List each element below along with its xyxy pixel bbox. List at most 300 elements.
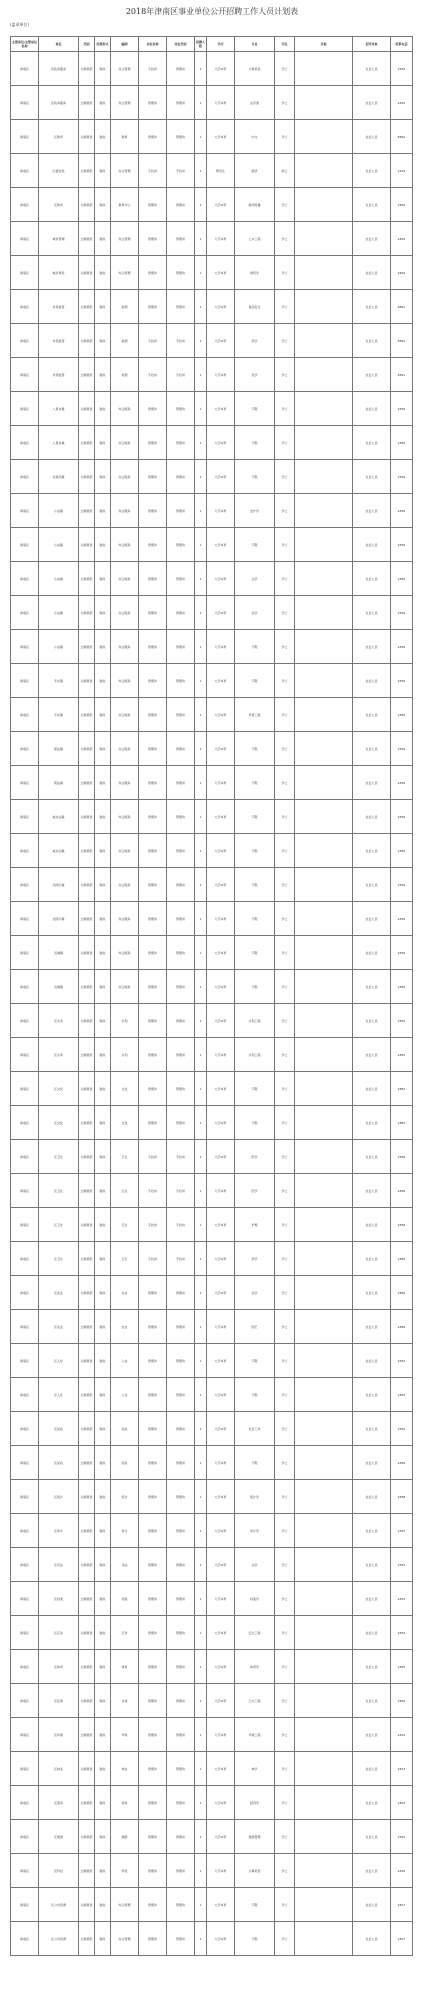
table-cell: 财政 [95,324,111,358]
table-cell: 学士 [275,120,295,154]
table-cell: 津南区 [11,1072,39,1106]
table-cell: 财政 [95,358,111,392]
table-cell: 双桥河镇 [39,460,79,494]
table-cell: 全额拨款 [79,1922,95,1956]
table-cell: 全额拨款 [79,290,95,324]
table-row [11,1310,413,1344]
table-row [11,324,413,358]
table-cell: 管理岗 [167,1786,195,1820]
table-cell: 学士 [275,1004,295,1038]
table-cell: 区档案 [39,1582,79,1616]
table-cell: 社会人员 [353,1718,391,1752]
table-cell: 学士 [275,1242,295,1276]
table-cell [295,1072,353,1106]
table-cell: 不限 [235,1446,275,1480]
table-cell: 全额拨款 [79,52,95,86]
table-cell: 社会人员 [353,664,391,698]
table-cell: 区公共资源 [39,1888,79,1922]
table-cell: 管理岗 [139,766,167,800]
table-row [11,1514,413,1548]
table-row [11,1854,413,1888]
table-cell: 1 [195,1004,207,1038]
table-cell: 财政 [95,1208,111,1242]
table-cell: 学士 [275,630,295,664]
table-cell: 财政 [95,868,111,902]
table-cell: 学士 [275,698,295,732]
table-cell: 津南区 [11,1004,39,1038]
table-cell: 综合服务 [111,970,139,1004]
table-cell: 财政 [95,936,111,970]
table-cell: 综合服务 [111,698,139,732]
table-cell: 学士 [275,1684,295,1718]
table-cell: 财政 [95,120,111,154]
table-cell: 全额拨款 [79,1684,95,1718]
table-cell: 津南区 [11,528,39,562]
table-cell: 市场监管 [39,358,79,392]
table-cell: 学士 [275,1888,295,1922]
table-cell: 全额拨款 [79,1276,95,1310]
table-row [11,1106,413,1140]
table-header-cell: 编制 [111,37,139,52]
table-cell: 大学本科 [207,256,235,290]
table-cell: 科技 [111,1854,139,1888]
table-cell [295,154,353,188]
table-cell: 化学 [235,358,275,392]
table-cell: 不限 [235,528,275,562]
table-cell: 社会人员 [353,324,391,358]
table-cell: 大学本科 [207,1072,235,1106]
table-cell: 大学本科 [207,1888,235,1922]
table-header-cell: 类别 [79,37,95,52]
table-cell: 财政 [95,222,111,256]
table-cell: 社会工作 [235,1412,275,1446]
table-cell: 社会人员 [353,1684,391,1718]
table-cell: 2830 [391,1412,413,1446]
table-cell: 2619 [391,154,413,188]
table-cell: 管理岗 [167,1276,195,1310]
table-cell: 大学本科 [207,630,235,664]
table-cell: 管理岗 [139,86,167,120]
table-cell [295,1106,353,1140]
table-cell: 区委党校 [39,154,79,188]
table-cell: 民政 [111,1446,139,1480]
table-cell: 管理岗 [167,1752,195,1786]
table-cell: 档案学 [235,1582,275,1616]
table-cell: 学士 [275,868,295,902]
table-cell: 1 [195,86,207,120]
table-cell: 2836 [391,1208,413,1242]
table-cell: 卫生 [111,1140,139,1174]
table-cell: 社会人员 [353,154,391,188]
table-cell: 社会人员 [353,1174,391,1208]
table-cell: 大学本科 [207,766,235,800]
table-cell: 社会人员 [353,188,391,222]
table-row [11,1208,413,1242]
table-cell: 2830 [391,1446,413,1480]
table-cell: 林学 [235,1752,275,1786]
table-cell: 大学本科 [207,1650,235,1684]
table-cell: 卫生 [111,1208,139,1242]
table-cell: 区人社 [39,1344,79,1378]
table-cell [295,222,353,256]
table-cell: 学士 [275,86,295,120]
table-cell: 全额拨款 [79,596,95,630]
table-cell: 2836 [391,1242,413,1276]
table-cell: 社会人员 [353,120,391,154]
table-cell: 专技岗 [167,1208,195,1242]
table-cell: 不限 [235,630,275,664]
table-cell: 学士 [275,1378,295,1412]
table-cell: 区卫生 [39,1242,79,1276]
table-cell: 管理岗 [167,1038,195,1072]
table-cell: 1 [195,1888,207,1922]
table-row [11,1412,413,1446]
table-cell: 管理岗 [139,1106,167,1140]
table-cell: 学士 [275,732,295,766]
table-cell: 1 [195,1276,207,1310]
table-header-cell: 联系电话 [391,37,413,52]
table-cell: 全额拨款 [79,528,95,562]
table-cell: 综合管理 [111,1888,139,1922]
table-cell: 2839 [391,664,413,698]
table-cell: 管理岗 [167,800,195,834]
table-cell: 2816 [391,1854,413,1888]
table-cell: 综合服务 [111,834,139,868]
table-cell: 津南区 [11,902,39,936]
table-cell: 津南区 [11,1480,39,1514]
table-cell: 社会人员 [353,1276,391,1310]
table-cell: 法学类 [235,86,275,120]
table-cell: 大学本科 [207,1106,235,1140]
table-cell: 区环保 [39,1718,79,1752]
table-cell: 财政 [95,1242,111,1276]
table-cell [295,426,353,460]
table-header-row [11,37,413,52]
table-cell: 大学本科 [207,1344,235,1378]
table-cell: 管理岗 [139,1786,167,1820]
table-cell: 财政 [95,494,111,528]
table-cell: 大学本科 [207,494,235,528]
table-cell: 8891 [391,120,413,154]
table-cell: 综合服务 [111,426,139,460]
table-cell: 学士 [275,52,295,86]
table-cell: 管理岗 [167,1106,195,1140]
table-cell: 不限 [235,664,275,698]
table-row [11,596,413,630]
table-cell: 社会人员 [353,1038,391,1072]
table-row [11,154,413,188]
table-cell: 8891 [391,290,413,324]
table-cell: 社会人员 [353,1888,391,1922]
table-cell: 医学 [235,1140,275,1174]
table-cell: 应急 [111,1616,139,1650]
table-row [11,868,413,902]
table-cell [295,1276,353,1310]
table-cell: 管理岗 [167,766,195,800]
table-cell: 财政 [95,1378,111,1412]
table-cell: 大学本科 [207,562,235,596]
table-cell: 津南区 [11,494,39,528]
table-cell: 管理岗 [167,1072,195,1106]
table-cell: 全额拨款 [79,1140,95,1174]
table-cell: 学士 [275,1548,295,1582]
table-cell: 大学本科 [207,1718,235,1752]
table-cell [295,902,353,936]
table-cell: 区林业 [39,1752,79,1786]
table-cell: 2881 [391,1106,413,1140]
table-cell: 八里台镇 [39,392,79,426]
table-cell: 全额拨款 [79,1072,95,1106]
table-cell: 1 [195,1650,207,1684]
table-cell: 区体育 [39,1650,79,1684]
table-cell: 大学本科 [207,1820,235,1854]
table-cell [295,1718,353,1752]
table-cell: 1 [195,1854,207,1888]
table-row [11,188,413,222]
table-row [11,1922,413,1956]
table-cell: 1 [195,1786,207,1820]
table-cell: 学士 [275,1514,295,1548]
table-cell: 综合服务 [111,562,139,596]
table-cell: 区科技 [39,1854,79,1888]
table-cell: 档案 [111,1582,139,1616]
table-cell [295,596,353,630]
table-cell: 财政 [95,596,111,630]
table-cell: 体育 [111,1650,139,1684]
table-cell: 财政 [95,732,111,766]
table-row [11,1242,413,1276]
table-cell: 津南区 [11,1582,39,1616]
table-cell: 学士 [275,1854,295,1888]
table-cell: 1 [195,324,207,358]
table-cell: 1 [195,290,207,324]
table-cell: 学士 [275,188,295,222]
table-cell: 专技岗 [139,358,167,392]
table-cell: 不限 [235,1888,275,1922]
table-cell: 社会人员 [353,630,391,664]
table-cell: 林业 [111,1752,139,1786]
table-cell: 社会人员 [353,1820,391,1854]
table-cell: 管理岗 [167,1820,195,1854]
table-cell: 社会人员 [353,358,391,392]
table-cell: 农学 [235,596,275,630]
table-cell: 大学本科 [207,1004,235,1038]
table-cell: 1 [195,1310,207,1344]
table-cell: 区卫生 [39,1140,79,1174]
table-cell: 管理岗 [139,1548,167,1582]
table-cell: 社会人员 [353,936,391,970]
table-cell: 财政 [95,188,111,222]
table-cell: 统计 [111,1480,139,1514]
table-cell: 全额拨款 [79,562,95,596]
table-cell: 全额拨款 [79,494,95,528]
table-cell: 管理岗 [167,1888,195,1922]
table-cell: 全额拨款 [79,1038,95,1072]
table-cell: 社会人员 [353,1616,391,1650]
table-cell: 管理岗 [167,528,195,562]
table-cell: 不限 [235,1344,275,1378]
table-cell: 2839 [391,630,413,664]
table-cell [295,1752,353,1786]
table-cell: 药学 [235,1242,275,1276]
table-header-cell: 其他 [295,37,353,52]
table-cell [295,1582,353,1616]
table-cell: 管理岗 [139,460,167,494]
table-row [11,834,413,868]
table-cell: 全额拨款 [79,1514,95,1548]
table-cell: 学士 [275,1820,295,1854]
table-cell [295,392,353,426]
table-header-cell: 岗位名称 [139,37,167,52]
table-cell [295,324,353,358]
table-cell: 2817 [391,1888,413,1922]
table-cell: 管理岗 [139,1072,167,1106]
table-cell: 管理岗 [167,1548,195,1582]
table-cell: 不限 [235,1378,275,1412]
table-cell: 学士 [275,1208,295,1242]
table-cell: 大学本科 [207,1446,235,1480]
table-row [11,1684,413,1718]
table-cell: 区审计 [39,1514,79,1548]
table-cell: 区文化 [39,1072,79,1106]
recruitment-table [10,36,413,1956]
table-cell: 1 [195,256,207,290]
table-cell: 津南区 [11,1684,39,1718]
table-cell: 硕士 [275,154,295,188]
table-cell: 2839 [391,528,413,562]
table-cell: 综合服务 [111,902,139,936]
table-cell: 葛沽镇 [39,732,79,766]
table-cell [295,1888,353,1922]
table-cell: 津南区 [11,1276,39,1310]
table-cell [295,834,353,868]
table-cell: 全额拨款 [79,902,95,936]
table-cell: 社会人员 [353,86,391,120]
table-cell: 全额拨款 [79,732,95,766]
table-cell: 2817 [391,1922,413,1956]
table-cell: 财政 [95,1582,111,1616]
table-cell: 1 [195,1072,207,1106]
table-cell: 2835 [391,1650,413,1684]
table-cell: 津南区 [11,766,39,800]
table-cell: 2839 [391,562,413,596]
table-cell: 2832 [391,1378,413,1412]
table-cell: 社会人员 [353,1480,391,1514]
table-cell: 小站镇 [39,494,79,528]
table-cell [295,256,353,290]
table-header-cell: 学位 [275,37,295,52]
table-cell: 学士 [275,1344,295,1378]
table-cell: 财政 [95,1344,111,1378]
table-cell: 不限 [235,868,275,902]
table-cell: 社会人员 [353,1378,391,1412]
table-cell: 社会人员 [353,1752,391,1786]
table-row [11,528,413,562]
table-cell: 农业 [111,1276,139,1310]
table-cell: 大学本科 [207,52,235,86]
table-cell: 2836 [391,1140,413,1174]
table-cell [295,1786,353,1820]
table-cell: 1 [195,596,207,630]
table-cell: 全额拨款 [79,1548,95,1582]
table-cell: 财政 [95,1650,111,1684]
table-cell: 学士 [275,1616,295,1650]
table-cell: 专技岗 [139,324,167,358]
table-cell: 学士 [275,1718,295,1752]
table-cell [295,460,353,494]
table-cell: 财政 [95,1004,111,1038]
table-cell: 学士 [275,1310,295,1344]
table-cell: 学士 [275,902,295,936]
table-cell: 大学本科 [207,120,235,154]
table-cell: 管理岗 [139,222,167,256]
table-cell: 学士 [275,1786,295,1820]
table-cell [295,868,353,902]
table-cell: 区民政 [39,1412,79,1446]
table-cell: 社会人员 [353,1786,391,1820]
table-cell: 津南区 [11,596,39,630]
table-cell: 管理岗 [139,1276,167,1310]
table-cell: 城市管理 [39,222,79,256]
table-row [11,664,413,698]
table-cell: 1 [195,868,207,902]
table-cell: 教育中心 [111,188,139,222]
table-cell: 社会人员 [353,902,391,936]
table-cell: 不限 [235,834,275,868]
table-cell: 管理岗 [139,1514,167,1548]
table-cell [295,1378,353,1412]
table-cell: 教育 [111,120,139,154]
table-cell: 管理岗 [167,1854,195,1888]
table-cell [295,1820,353,1854]
table-cell: 1 [195,494,207,528]
table-cell: 大学本科 [207,1616,235,1650]
table-cell: 大学本科 [207,1684,235,1718]
table-cell: 1 [195,1616,207,1650]
table-cell: 专技岗 [167,358,195,392]
table-cell: 管理岗 [167,1310,195,1344]
table-cell: 社会人员 [353,834,391,868]
table-cell: 管理岗 [139,1378,167,1412]
table-cell [295,1854,353,1888]
table-cell: 管理岗 [167,834,195,868]
table-cell: 管理岗 [167,596,195,630]
table-cell: 大学本科 [207,1378,235,1412]
table-cell: 综合管理 [111,222,139,256]
table-cell: 商务 [111,1786,139,1820]
table-cell: 管理岗 [167,630,195,664]
table-cell: 法学 [235,562,275,596]
table-cell: 管理岗 [167,86,195,120]
table-cell: 财政 [95,86,111,120]
table-cell: 2838 [391,1480,413,1514]
table-cell: 专技岗 [139,1140,167,1174]
table-cell: 全额拨款 [79,324,95,358]
table-cell: 大学本科 [207,596,235,630]
table-cell [295,1684,353,1718]
table-cell: 全额拨款 [79,766,95,800]
table-row [11,222,413,256]
table-cell: 1 [195,1344,207,1378]
table-cell: 2836 [391,1174,413,1208]
table-row [11,1004,413,1038]
table-cell: 津南区 [11,290,39,324]
table-cell: 财政 [95,528,111,562]
table-cell [295,1548,353,1582]
table-cell: 津南区 [11,1786,39,1820]
table-cell: 全额拨款 [79,1616,95,1650]
table-cell: 津南区 [11,1752,39,1786]
